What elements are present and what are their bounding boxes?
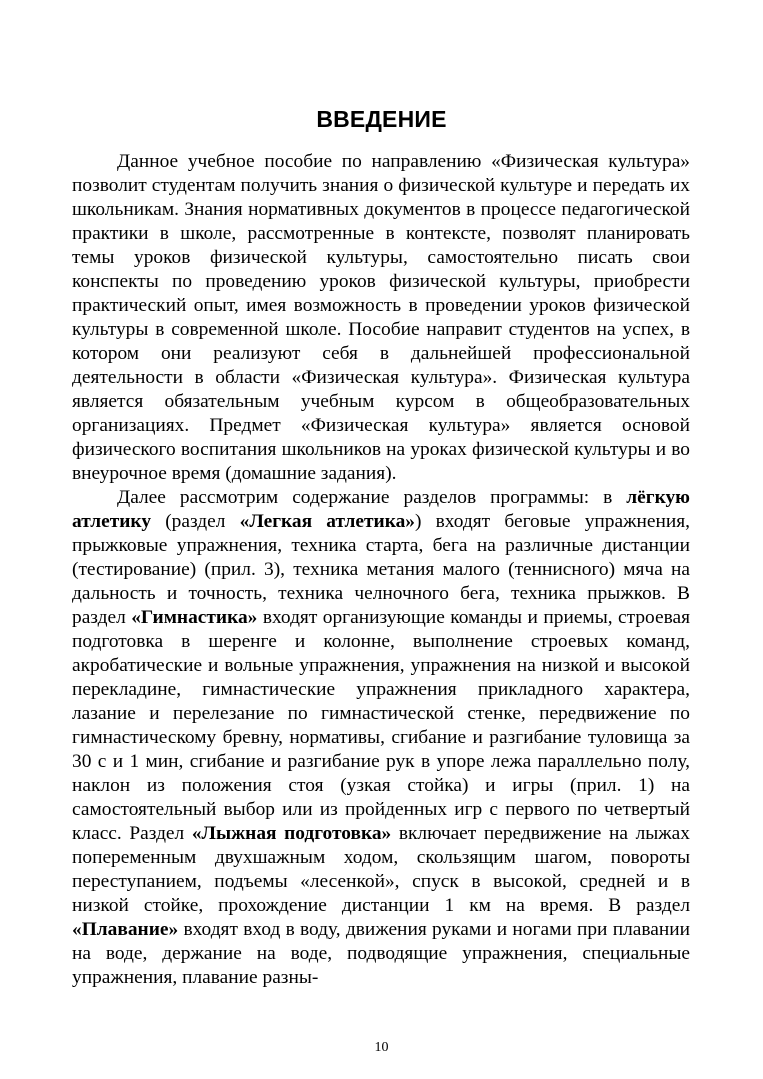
paragraph-text: входят организующие команды и приемы, строевая подготовка в шеренге и колонне, выполнение строевых команд, акробатические и вольные упражнения, упражнения на низкой и высокой перекладине, гимнастические упражнения прикладного характера, лазание и перелезание по гимнастической стенке, передвижение по гимнастическому бревну, нормативы, сгибание и разгибание туловища за 30 с и 1 мин, сгибание и разгибание рук в упоре лежа параллельно полу, наклон из положения стоя (узкая стойка) и игры (прил. 1) на самостоятельный выбор или из пройденных игр с первого по четвертый класс. Раздел <box>72 607 691 844</box>
section-name-swimming: «Плавание» <box>72 919 179 940</box>
section-name-light-athletics: «Легкая атлетика» <box>239 511 415 532</box>
paragraph-text: входят вход в воду, движения руками и ногами при плавании на воде, держание на воде, подводящие упражнения, специальные упражнения, плавание разны- <box>72 919 690 988</box>
bold-term-light-athletics: лёгкую атлетику <box>72 487 690 532</box>
paragraph-text: Далее рассмотрим содержание разделов программы: в <box>117 487 627 508</box>
program-sections-paragraph <box>72 486 690 990</box>
paragraph-text: ) входят беговые упражнения, прыжковые упражнения, техника старта, бега на различные дистанции (тестирование) (прил. 3), техника метания малого (теннисного) мяча на дальность и точность, техника челночного бега, техника прыжков. В раздел <box>72 511 690 628</box>
intro-paragraph: Данное учебное пособие по направлению «Физическая культура» позволит студентам получить знания о физической культуре и передать их школьникам. Знания нормативных документов в процессе педагогической практики в школе, рассмотренные в контексте, позволят планировать темы уроков физической культуры, самостоятельно писать свои конспекты по проведению уроков физической культуры, приобрести практический опыт, имея возможность в проведении уроков физической культуры в современной школе. Пособие направит студентов на успех, в котором они реализуют себя в дальнейшей профессиональной деятельности в области «Физическая культура». Физическая культура является обязательным учебным курсом в общеобразовательных организациях. Предмет «Физическая культура» является основой физического воспитания школьников на уроках физической культуры и во внеурочное время (домашние задания). <box>72 151 690 484</box>
paragraph-text: (раздел <box>151 511 240 532</box>
paragraph-text: включает передвижение на лыжах попеременным двухшажным ходом, скользящим шагом, повороты переступанием, подъемы «лесенкой», спуск в высокой, средней и в низкой стойке, прохождение дистанции 1 км на время. В раздел <box>72 823 690 916</box>
page-heading: ВВЕДЕНИЕ <box>316 106 447 132</box>
section-name-skiing: «Лыжная подготовка» <box>191 823 392 844</box>
section-name-gymnastics: «Гимнастика» <box>131 607 258 628</box>
body-text <box>72 150 690 990</box>
page-number: 10 <box>374 1040 389 1055</box>
